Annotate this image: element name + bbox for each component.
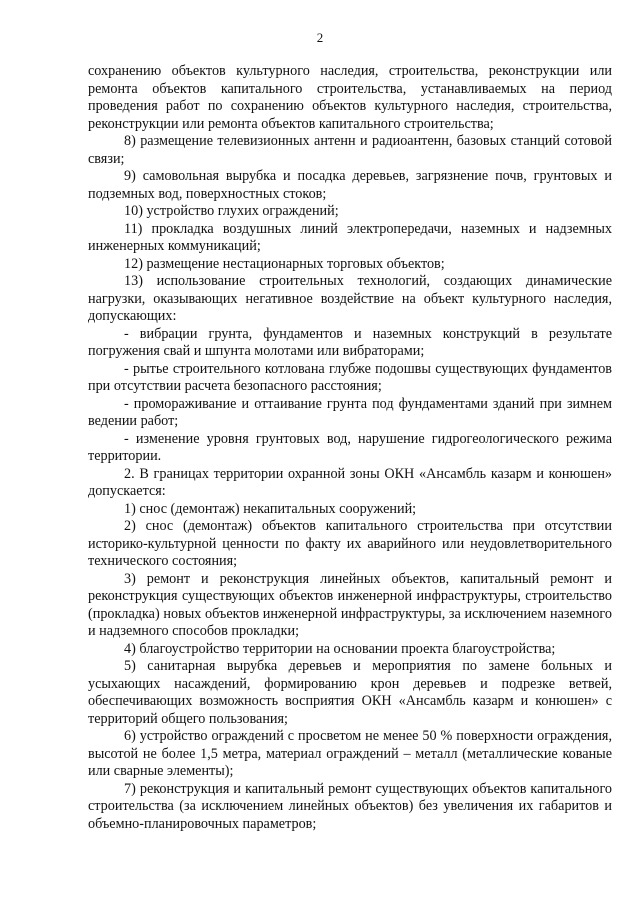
paragraph: 11) прокладка воздушных линий электропередачи, наземных и надземных инженерных коммуникаций; xyxy=(88,220,612,254)
page-number: 2 xyxy=(316,30,324,45)
document-body xyxy=(88,63,612,833)
paragraph: 9) самовольная вырубка и посадка деревьев, загрязнение почв, грунтовых и подземных вод, поверхностных стоков; xyxy=(88,168,612,202)
paragraph: сохранению объектов культурного наследия, строительства, реконструкции или ремонта объектов капитального строительства, устанавливаемых на период проведения работ по сохранению объектов культурного наследия, строительства, реконструкции или ремонта объектов капитального строительства; xyxy=(88,63,612,132)
paragraph: 8) размещение телевизионных антенн и радиоантенн, базовых станций сотовой связи; xyxy=(88,133,612,167)
paragraph: - рытье строительного котлована глубже подошвы существующих фундаментов при отсутствии расчета безопасного расстояния; xyxy=(88,360,612,394)
paragraph: 4) благоустройство территории на основании проекта благоустройства; xyxy=(124,640,556,657)
paragraph: 7) реконструкция и капитальный ремонт существующих объектов капитального строительства (за исключением линейных объектов) без увеличения их габаритов и объемно-планировочных параметров; xyxy=(88,780,612,832)
paragraph: 5) санитарная вырубка деревьев и мероприятия по замене больных и усыхающих насаждений, формированию крон деревьев и подрезке ветвей, обеспечивающих возможность восприятия ОКН «Ансамбль казарм и конюшен» с территорий общего пользования; xyxy=(88,658,612,727)
paragraph: 1) снос (демонтаж) некапитальных сооружений; xyxy=(124,500,417,517)
paragraph: 2. В границах территории охранной зоны ОКН «Ансамбль казарм и конюшен» допускается: xyxy=(88,465,612,499)
paragraph: 6) устройство ограждений с просветом не менее 50 % поверхности ограждения, высотой не более 1,5 метра, материал ограждений – металл (металлические кованые или сварные элементы); xyxy=(88,728,612,779)
paragraph: 10) устройство глухих ограждений; xyxy=(124,203,339,219)
paragraph: 13) использование строительных технологий, создающих динамические нагрузки, оказывающих негативное воздействие на объект культурного наследия, допускающих: xyxy=(88,273,612,324)
paragraph: - вибрации грунта, фундаментов и наземных конструкций в результате погружения свай и шпунта молотами или вибраторами; xyxy=(88,325,612,359)
paragraph: - промораживание и оттаивание грунта под фундаментами зданий при зимнем ведении работ; xyxy=(88,395,612,429)
paragraph: - изменение уровня грунтовых вод, нарушение гидрогеологического режима территории. xyxy=(88,430,612,464)
paragraph: 3) ремонт и реконструкция линейных объектов, капитальный ремонт и реконструкция существующих объектов инженерной инфраструктуры, строительство (прокладка) новых объектов инженерной инфраструктуры, за исключением наземного и надземного способов прокладки; xyxy=(88,570,612,639)
paragraph: 12) размещение нестационарных торговых объектов; xyxy=(124,255,445,272)
paragraph: 2) снос (демонтаж) объектов капитального строительства при отсутствии историко-культурной ценности по факту их аварийного или неудовлетворительного технического состояния; xyxy=(88,518,612,569)
